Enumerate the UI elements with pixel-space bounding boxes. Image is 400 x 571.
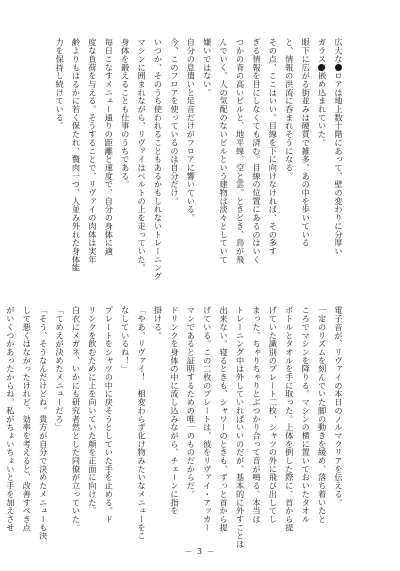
- text-line: なしているね！」: [120, 306, 131, 373]
- text-line: 今、このフロアを使っているのは自分だけ。: [169, 38, 180, 205]
- page-number: － 3 －: [184, 547, 216, 556]
- text-line: つかの背の高いビルと、地平線、空と雲。ときどき、鳥が飛: [235, 38, 246, 264]
- text-line: いつか、そのうち使われることもあるかもしれないトレーニング: [153, 38, 164, 281]
- text-line: リンクを飲むために上を向いていた顔を正面に向けた。: [87, 306, 98, 515]
- text-line: 自分の息遣いと足音だけがフロアに響いている。: [186, 38, 197, 222]
- text-line: 「やあ、リヴァイ！ 相変わらず化け物みたいなメニューをこ: [137, 306, 148, 540]
- text-line: 掛ける。: [153, 306, 164, 340]
- text-line: トレーニング中は外していればいいのだが、基本的に外すことは: [235, 306, 246, 549]
- text-line: ころでマシンを降りる。マシンの横に置いておいたタオル: [301, 306, 312, 524]
- text-line: 度な負荷を与える。そうすることで、リヴァイの肉体は実年: [87, 38, 98, 264]
- text-line: 「てめえが決めたメニューだろ」: [55, 306, 66, 432]
- text-line: 齢よりもはるかに若く保たれ、贅肉一つ、人並み外れた身体能: [71, 38, 82, 272]
- text-line: 白衣にメガネ、いかにも研究者然とした同僚が立っていた。: [71, 306, 82, 532]
- text-line: ドリンクを身体の中に流し込みながら、チェーンに指を: [169, 306, 180, 515]
- text-line: と、情報の洪流に呑まれそうになる。: [284, 38, 295, 180]
- text-line: マシンに囲まれながら、リヴァイはベルトの上を走っていた。: [137, 38, 148, 272]
- text-line: その点、ここはいい。目線を下に向けなければ、その多す: [268, 38, 279, 256]
- top-text-block: [55, 38, 347, 290]
- text-line: げている。この二枚のプレートは、彼をリヴァイ・アッカー: [202, 306, 213, 532]
- text-line: 電子音が、リヴァイの本日のノルマクリアを伝える。: [334, 306, 344, 507]
- text-line: ボトルとタオルを手に取った。上体を倒した際に、首から提: [284, 306, 295, 532]
- bottom-text-block: [5, 306, 347, 549]
- text-line: 「そう、そうなんだけどね。貴方が自分で決めたメニューも決: [38, 306, 49, 540]
- text-line: 力を保持し続けている。: [55, 38, 66, 130]
- text-line: 身体を鍛えることも仕事のうちである。: [120, 38, 131, 189]
- text-line: 眼下に広がる街並みは硬質で雑多。あの中を歩いている: [301, 38, 312, 247]
- text-line: げていた識別のプレート二枚、シャツの外に飛び出してし: [268, 306, 279, 524]
- text-line: んでいく。人の気配のないビルという建物は淡々としていて: [219, 38, 230, 264]
- text-line: 嫌いではない。: [202, 38, 213, 97]
- text-line: して悪くはなかったけれど、効率を考えると、改善すべき点: [22, 306, 33, 532]
- text-line: マンであると証明するための唯一のものだからだ。: [186, 306, 197, 499]
- text-line: プレートをシャツの中に戻そうとしていた手を止める。ド: [104, 306, 115, 524]
- text-line: 毎日こなすメニュー通りの距離と速度で、自分の身体に適: [104, 38, 115, 256]
- text-line: 出来ない。寝るときも、シャワーのときも、ずっと首から提: [219, 306, 230, 532]
- text-line: 広大なフロアは地上数十階にあって、壁の変わりに分厚い: [334, 38, 344, 256]
- text-line: 一定のリズムを刻んでいた脚の動きを緩め、落ち着いたと: [317, 306, 328, 524]
- text-line: ぎる情報を目にしなくても済む。目線の位置にあるのはいく: [251, 38, 262, 264]
- text-line: ガラスが嵌め込まれていた。: [317, 38, 328, 147]
- text-line: がいくつかあったからね。私がちょいちょいと手を加えさせ: [5, 306, 16, 532]
- text-line: まった。ちゃりちゃりとぶつかり合って音が鳴る。本当は: [251, 306, 262, 524]
